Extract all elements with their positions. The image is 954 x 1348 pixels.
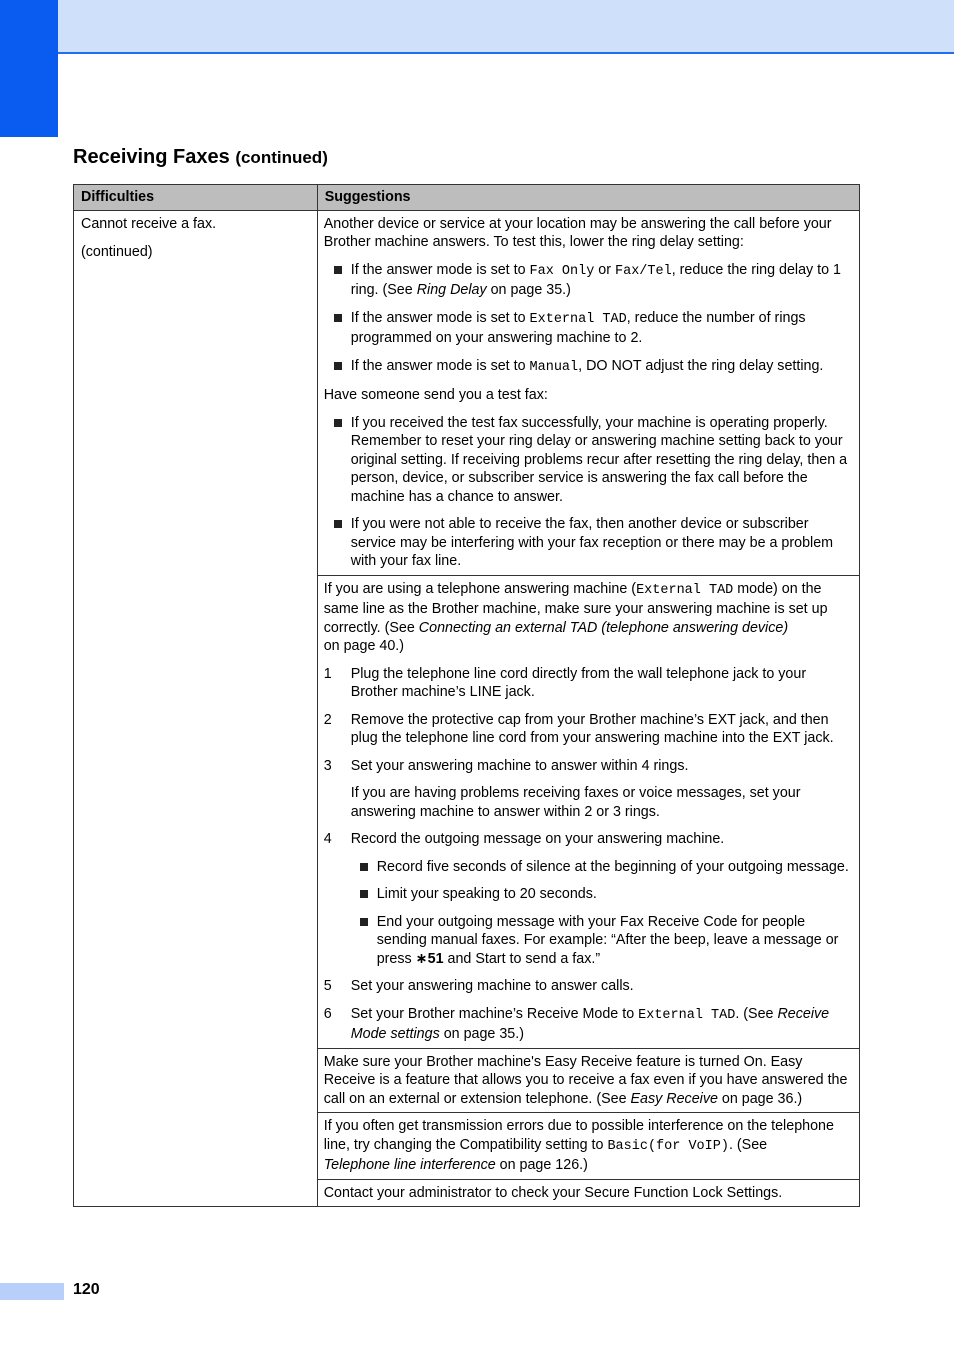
difficulty-text: Cannot receive a fax. [81,215,217,232]
text: on page 36.) [717,1090,803,1107]
page-number: 120 [73,1281,100,1298]
suggestion-intro [324,580,853,656]
suggestion-intro: Another device or service at your location may be answering the call before your Brother machine answers. To test this, lower the ring delay setting: [323,215,832,250]
list-item: If you received the test fax successfully, your machine is operating properly. Remember to reset your ring delay or answering machine setting back to your original setting. If receiving problems recur after resetting the ring delay, then a person, device, or subscriber service is answering the fax call before the machine has a chance to answer. [324,414,853,507]
text: If the answer mode is set to [350,357,530,374]
mode-name: External TAD [636,582,734,598]
suggestion-cell [317,575,859,1048]
cross-reference: Easy Receive [630,1090,718,1107]
text: , reduce the number of rings programmed on your answering machine to 2. [350,309,806,346]
text: If you are using a telephone answering machine ( [323,580,637,597]
chapter-tab [0,0,58,137]
title-main: Receiving Faxes [73,146,230,168]
text: . (See [735,1005,778,1022]
suggestion-cell [317,210,859,575]
mode-name: Fax/Tel [615,263,672,279]
header-suggestions: Suggestions [317,185,859,211]
step-item [324,977,853,996]
text: on page 35.) [486,282,571,298]
text: Make sure your Brother machine's Easy Receive feature is turned On. Easy Receive is a feature that allows you to receive a fax even if you have answered the call on an external or extension telephone. (See [323,1053,848,1107]
page-number-tab [0,1283,64,1300]
suggestion-text: Have someone send you a test fax: [323,387,548,403]
step-number: 4 [323,831,332,847]
list-item: If you were not able to receive the fax, then another device or subscriber service may be interfering with your fax reception or there may be a problem with your fax line. [324,515,853,571]
text: , DO NOT adjust the ring delay setting. [578,357,824,374]
text: If you often get transmission errors due to possible interference on the telephone line, try changing the Compatibility setting to [323,1118,834,1153]
step-number: 3 [323,757,332,774]
step-number: 1 [323,665,332,682]
text: on page 40.) [323,638,405,654]
sub-list-item: Limit your speaking to 20 seconds. [324,885,853,904]
list-item [324,309,853,348]
setting-name: Basic(for VoIP) [607,1138,729,1154]
suggestion-cell [317,1179,859,1207]
cross-reference: Ring Delay [416,282,487,298]
step-item [324,665,853,702]
text: Set your Brother machine’s Receive Mode to [350,1005,639,1022]
suggestion-text [324,1117,853,1175]
step-text: Set your answering machine to answer calls. [350,978,634,994]
step-item [324,711,853,748]
text: on page 126.) [495,1157,588,1173]
step-number: 6 [323,1005,332,1022]
text: End your outgoing message with your Fax Receive Code for people sending manual faxes. For example: “After the beep, leave a message or press [376,913,839,967]
step-item [324,1005,853,1044]
sub-list-item [324,913,853,969]
fax-code: ∗51 [415,950,444,967]
cross-reference: Connecting an external TAD (telephone answering device) [418,619,789,636]
text: . (See [728,1136,768,1153]
text: and Start to send a fax.” [443,950,601,967]
list-item [324,357,853,378]
mode-name: External TAD [638,1007,736,1023]
step-text: Set your answering machine to answer within 4 rings. [350,757,689,774]
text: or [594,261,615,278]
suggestion-cell [317,1113,859,1180]
step-number: 2 [323,711,332,728]
suggestion-text [324,1053,853,1109]
mode-name: Fax Only [529,263,595,279]
step-text: Remove the protective cap from your Brother machine’s EXT jack, and then plug the telephone line cord from your answering machine into the EXT jack. [350,711,834,746]
text: on page 35.) [439,1026,524,1042]
mode-name: External TAD [529,311,627,327]
text: If the answer mode is set to [350,309,530,326]
difficulty-continued: (continued) [81,244,153,260]
suggestion-cell [317,1048,859,1113]
list-item [324,261,853,300]
text: If the answer mode is set to [350,261,530,278]
step-item [324,830,853,849]
suggestion-text: Contact your administrator to check your Secure Function Lock Settings. [323,1184,783,1201]
cross-reference: Telephone line interference [323,1157,496,1173]
step-number: 5 [323,978,332,994]
title-suffix: (continued) [235,148,328,167]
step-note: If you are having problems receiving faxes or voice messages, set your answering machine to answer within 2 or 3 rings. [350,785,801,820]
cross-reference: Receive Mode settings [350,1005,830,1042]
text: mode) on the same line as the Brother machine, make sure your answering machine is set up correctly. (See [323,580,828,636]
header-difficulties: Difficulties [74,185,318,211]
sub-list-item: Record five seconds of silence at the beginning of your outgoing message. [324,858,853,877]
step-text: Plug the telephone line cord directly from the wall telephone jack to your Brother machine’s LINE jack. [350,665,807,700]
troubleshooting-table [73,184,860,1207]
mode-name: Manual [529,359,579,375]
step-text: Record the outgoing message on your answering machine. [350,831,725,847]
top-banner [0,0,954,54]
table-row [74,210,860,575]
text: , reduce the ring delay to 1 ring. (See [350,261,842,298]
table-header-row [74,185,860,211]
step-item [324,757,853,776]
difficulty-cell [74,210,318,1207]
page-title [73,146,328,169]
